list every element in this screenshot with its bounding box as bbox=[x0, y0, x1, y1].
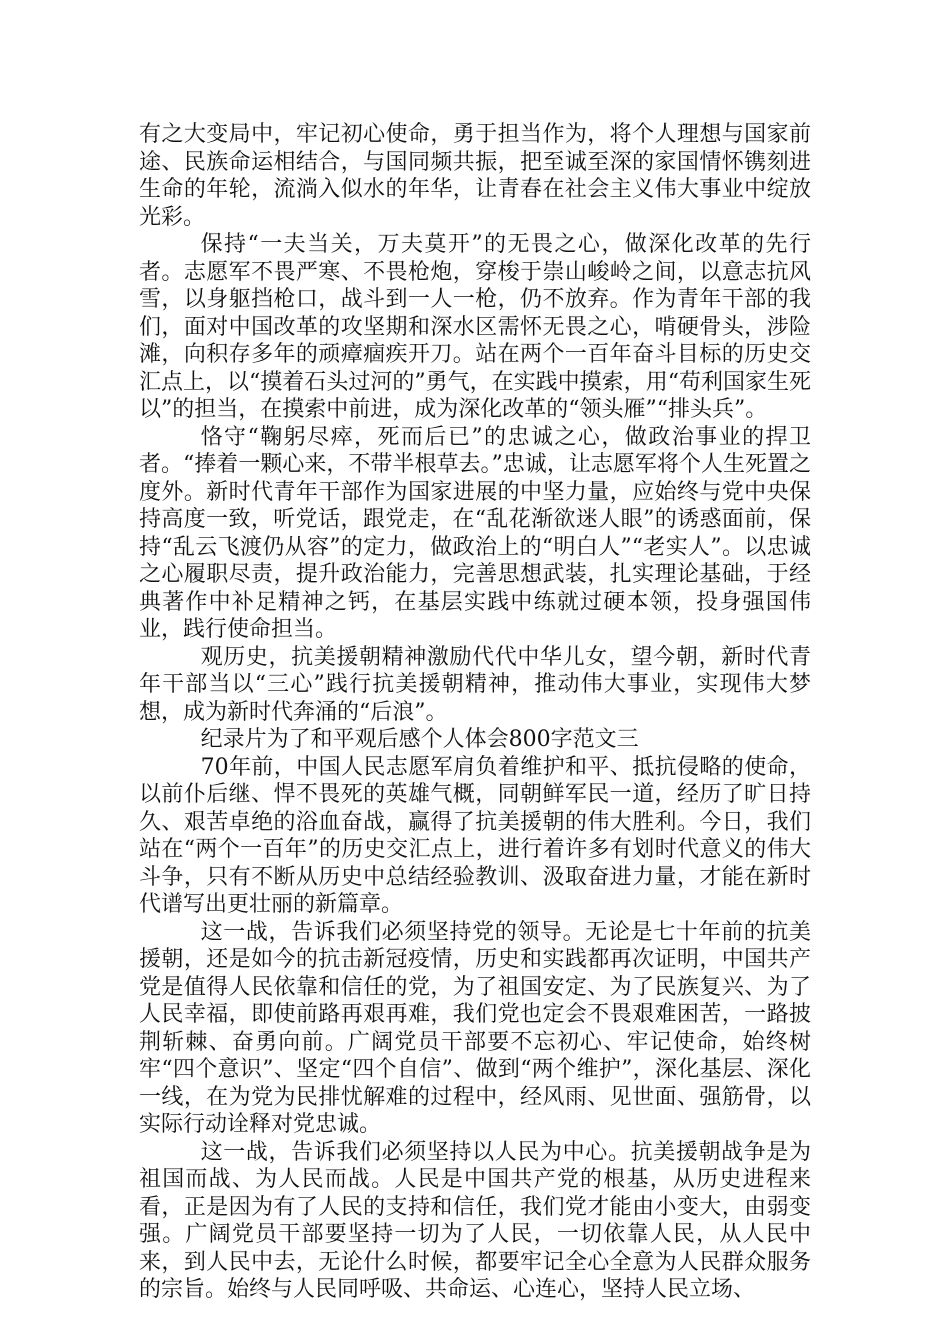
paragraph-continuation: 有之大变局中，牢记初心使命，勇于担当作为，将个人理想与国家前途、民族命运相结合，与国同频共振，把至诚至深的家国情怀镌刻进生命的年轮，流淌入似水的年华，让青春在社会主义伟大事业中绽放光彩。 bbox=[139, 122, 811, 230]
paragraph-loyal-heart: 恪守“鞠躬尽瘁，死而后已”的忠诚之心，做政治事业的捍卫者。“捧着一颗心来，不带半根草去。”忠诚，让志愿军将个人生死置之度外。新时代青年干部作为国家进展的中坚力量，应始终与党中央保持高度一致，听党话，跟党走，在“乱花渐欲迷人眼”的诱惑面前，保持“乱云飞渡仍从容”的定力，做政治上的“明白人”“老实人”。以忠诚之心履职尽责，提升政治能力，完善思想武装，扎实理论基础，于经典著作中补足精神之钙，在基层实践中练就过硬本领，投身强国伟业，践行使命担当。 bbox=[139, 424, 811, 642]
paragraph-seventy-years: 70年前，中国人民志愿军肩负着维护和平、抵抗侵略的使命，以前仆后继、悍不畏死的英雄气概，同朝鲜军民一道，经历了旷日持久、艰苦卓绝的浴血奋战，赢得了抗美援朝的伟大胜利。今日，我们站在“两个一百年”的历史交汇点上，进行着许多有划时代意义的伟大斗争，只有不断从历史中总结经验教训、汲取奋进力量，才能在新时代谱写出更壮丽的新篇章。 bbox=[139, 754, 811, 917]
paragraph-party-leadership: 这一战，告诉我们必须坚持党的领导。无论是七十年前的抗美援朝，还是如今的抗击新冠疫情，历史和实践都再次证明，中国共产党是值得人民依靠和信任的党，为了祖国安定、为了民族复兴、为了人民幸福，即使前路再艰再难，我们党也定会不畏艰难困苦，一路披荆斩棘、奋勇向前。广阔党员干部要不忘初心、牢记使命，始终树牢“四个意识”、坚定“四个自信”、做到“两个维护”，深化基层、深化一线，在为党为民排忧解难的过程中，经风雨、见世面、强筋骨，以实际行动诠释对党忠诚。 bbox=[139, 919, 811, 1137]
paragraph-fearless-heart: 保持“一夫当关，万夫莫开”的无畏之心，做深化改革的先行者。志愿军不畏严寒、不畏枪炮，穿梭于崇山峻岭之间，以意志抗风雪，以身躯挡枪口，战斗到一人一枪，仍不放弃。作为青年干部的我们，面对中国改革的攻坚期和深水区需怀无畏之心，啃硬骨头，涉险滩，向积存多年的顽瘴痼疾开刀。站在两个一百年奋斗目标的历史交汇点上，以“摸着石头过河的”勇气，在实践中摸索，用“苟利国家生死以”的担当，在摸索中前进，成为深化改革的“领头雁”“排头兵”。 bbox=[139, 232, 811, 422]
section-heading: 纪录片为了和平观后感个人体会800字范文三 bbox=[200, 727, 639, 752]
paragraph-people-centered: 这一战，告诉我们必须坚持以人民为中心。抗美援朝战争是为祖国而战、为人民而战。人民是中国共产党的根基，从历史进程来看，正是因为有了人民的支持和信任，我们党才能由小变大，由弱变强。广阔党员干部要坚持一切为了人民，一切依靠人民，从人民中来，到人民中去，无论什么时候，都要牢记全心全意为人民群众服务的宗旨。始终与人民同呼吸、共命运、心连心，坚持人民立场、 bbox=[139, 1139, 811, 1302]
document-body bbox=[139, 121, 811, 1304]
paragraph-conclusion: 观历史，抗美援朝精神激励代代中华儿女，望今朝，新时代青年干部当以“三心”践行抗美援朝精神，推动伟大事业，实现伟大梦想，成为新时代奔涌的“后浪”。 bbox=[139, 644, 811, 725]
